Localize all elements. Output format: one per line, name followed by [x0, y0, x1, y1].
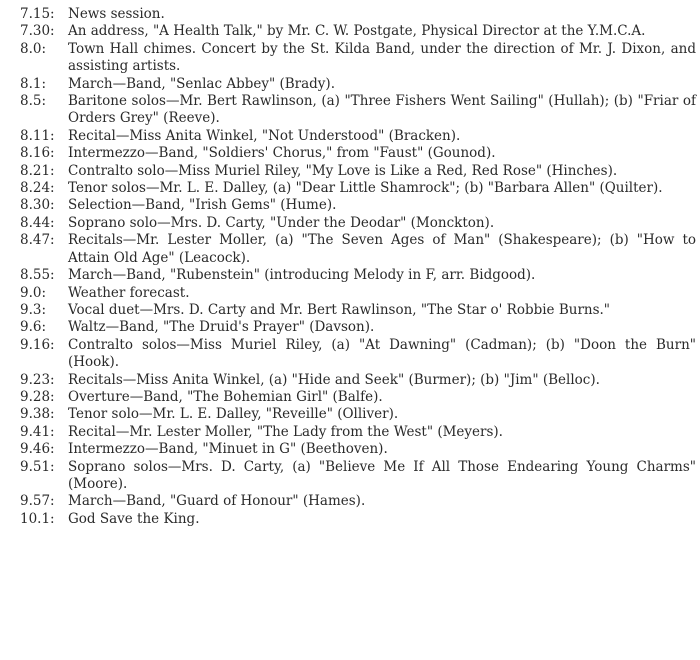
- entry-text: News session.: [68, 6, 165, 22]
- entry-time: 7.30:: [20, 23, 55, 40]
- entry-time: 8.16:: [20, 145, 55, 162]
- entry-text: Contralto solo—Miss Muriel Riley, "My Love is Like a Red, Red Rose" (Hinches).: [68, 162, 618, 179]
- entry-time: 8.44:: [20, 214, 55, 231]
- broadcast-program: [20, 6, 696, 528]
- entry-text: An address, "A Health Talk," by Mr. C. W. Postgate, Physical Director at the Y.M.C.A.: [68, 23, 646, 40]
- entry-text: Tenor solo—Mr. L. E. Dalley, "Reveille" (Olliver).: [68, 406, 399, 423]
- entry-text: Intermezzo—Band, "Minuet in G" (Beethoven).: [68, 441, 388, 458]
- entry-time: 8.47:: [20, 232, 55, 249]
- program-entry: [20, 180, 696, 197]
- entry-time: 9.57:: [20, 493, 55, 510]
- entry-time: 8.55:: [20, 267, 55, 284]
- program-entry: [20, 23, 696, 40]
- entry-text: Town Hall chimes. Concert by the St. Kilda Band, under the direction of Mr. J. Dixon, and assisting artists.: [68, 40, 696, 75]
- program-entry: [20, 6, 696, 23]
- program-entry: [20, 285, 696, 302]
- program-entry: [20, 302, 696, 319]
- entry-time: 9.38:: [20, 406, 55, 423]
- program-entry: [20, 41, 696, 76]
- entry-time: 8.11:: [20, 127, 55, 144]
- entry-time: 8.24:: [20, 180, 55, 197]
- program-entry: [20, 337, 696, 372]
- entry-text: Tenor solos—Mr. L. E. Dalley, (a) "Dear Little Shamrock"; (b) "Barbara Allen" (Quilter).: [68, 180, 663, 197]
- entry-text: March—Band, "Senlac Abbey" (Brady).: [68, 75, 335, 92]
- program-entry: [20, 76, 696, 93]
- entry-time: 9.6:: [20, 319, 47, 336]
- entry-time: 10.1:: [20, 510, 55, 527]
- entry-text: Selection—Band, "Irish Gems" (Hume).: [68, 197, 337, 214]
- entry-time: 7.15:: [20, 6, 55, 22]
- entry-time: 9.28:: [20, 388, 55, 405]
- program-entry: [20, 197, 696, 214]
- program-entry: [20, 389, 696, 406]
- program-entry: [20, 215, 696, 232]
- entry-text: March—Band, "Rubenstein" (introducing Melody in F, arr. Bidgood).: [68, 267, 536, 284]
- entry-time: 9.51:: [20, 458, 55, 475]
- entry-text: Soprano solos—Mrs. D. Carty, (a) "Believe Me If All Those Endearing Young Charms" (Moore).: [68, 458, 696, 492]
- program-entry: [20, 145, 696, 162]
- entry-text: Vocal duet—Mrs. D. Carty and Mr. Bert Rawlinson, "The Star o' Robbie Burns.": [68, 301, 611, 318]
- entry-text: Overture—Band, "The Bohemian Girl" (Balfe).: [68, 388, 383, 405]
- entry-time: 9.46:: [20, 441, 55, 458]
- program-entry: [20, 128, 696, 145]
- entry-text: Recitals—Mr. Lester Moller, (a) "The Seven Ages of Man" (Shakespeare); (b) "How to Attain Old Age" (Leacock).: [68, 232, 696, 266]
- program-entry: [20, 406, 696, 423]
- entry-time: 8.30:: [20, 197, 55, 214]
- entry-text: Soprano solo—Mrs. D. Carty, "Under the Deodar" (Monckton).: [68, 214, 495, 231]
- entry-text: Intermezzo—Band, "Soldiers' Chorus," from "Faust" (Gounod).: [68, 145, 496, 162]
- entry-text: Recital—Mr. Lester Moller, "The Lady from the West" (Meyers).: [68, 423, 503, 440]
- entry-text: Recital—Miss Anita Winkel, "Not Understood" (Bracken).: [68, 127, 461, 144]
- program-entry: [20, 267, 696, 284]
- program-entry: [20, 459, 696, 494]
- entry-text: God Save the King.: [68, 510, 200, 527]
- program-entry: [20, 493, 696, 510]
- program-entry: [20, 372, 696, 389]
- program-entry: [20, 93, 696, 128]
- program-entry: [20, 441, 696, 458]
- entry-text: March—Band, "Guard of Honour" (Hames).: [68, 493, 366, 510]
- entry-time: 9.41:: [20, 423, 55, 440]
- entry-text: Waltz—Band, "The Druid's Prayer" (Davson).: [68, 319, 375, 336]
- entry-time: 9.16:: [20, 336, 55, 353]
- program-entry: [20, 319, 696, 336]
- entry-text: Baritone solos—Mr. Bert Rawlinson, (a) "Three Fishers Went Sailing" (Hullah); (b) "Friar of Orders Grey" (Reeve).: [68, 93, 696, 127]
- entry-time: 9.23:: [20, 371, 55, 388]
- entry-time: 8.1:: [20, 75, 47, 92]
- entry-text: Recitals—Miss Anita Winkel, (a) "Hide and Seek" (Burmer); (b) "Jim" (Belloc).: [68, 371, 600, 388]
- entry-time: 9.3:: [20, 301, 47, 318]
- entry-time: 8.0:: [20, 40, 47, 57]
- entry-time: 8.21:: [20, 162, 55, 179]
- program-entry: [20, 511, 696, 528]
- program-entry: [20, 232, 696, 267]
- entry-time: 9.0:: [20, 284, 47, 301]
- entry-time: 8.5:: [20, 93, 47, 110]
- program-entry: [20, 163, 696, 180]
- program-entry: [20, 424, 696, 441]
- entry-text: Weather forecast.: [68, 284, 190, 301]
- entry-text: Contralto solos—Miss Muriel Riley, (a) "At Dawning" (Cadman); (b) "Doon the Burn" (Hook).: [68, 336, 696, 371]
